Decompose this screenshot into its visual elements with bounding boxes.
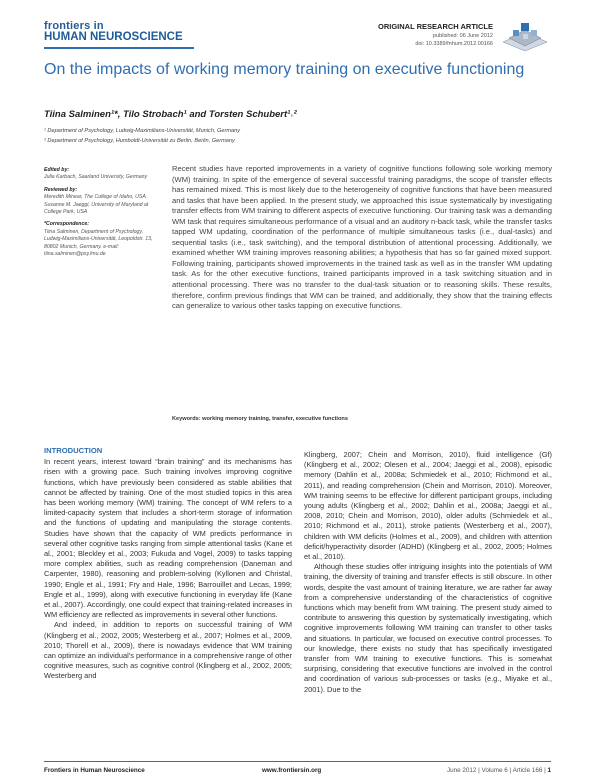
correspondence-label: *Correspondence: bbox=[44, 221, 89, 228]
journal-logo-frontiers: frontiers in bbox=[44, 20, 104, 32]
body-column-left bbox=[44, 446, 292, 682]
article-type: ORIGINAL RESEARCH ARTICLE bbox=[377, 22, 493, 31]
edited-by-label: Edited by: bbox=[44, 167, 70, 173]
reviewer-1: Meredith Minear, The College of Idaho, USA bbox=[44, 194, 146, 201]
doi: doi: 10.3389/fnhum.2012.00166 bbox=[415, 41, 493, 47]
intro-paragraph-2-cont: Klingberg, 2007; Chein and Morrison, 2010), fluid intelligence (Gf) (Klingberg et al., 2002; Olesen et al., 2004; Jaeggi et al., 2008), episodic memory (Dahlin et al., 2008a; Schmiedek et al., 2010; Richmond et al., 2011), and reading comprehension (Chein and Morrison, 2010). Moreover, WM training seems to be effective for different participant groups, including young adults (Klingberg et al., 2002; Dahlin et al., 2008a; Jaeggi et al., 2008, 2010; Chein and Morrison, 2010), older adults (Schmiedek et al., 2010; Richmond et al., 2011), stroke patients (Westerberg et al., 2007), children with WM deficits (Holmes et al., 2009), and children with attention deficit/hyperactivity disorder (ADHD) (Klingberg et al., 2002, 2005; Holmes et al., 2010). bbox=[304, 450, 552, 562]
body-column-right bbox=[304, 450, 552, 695]
correspondence-address: Tiina Salminen, Department of Psychology, Ludwig-Maximilians-Universität, Leopoldstr. 13, 80802 Munich, Germany. e-mail: tiina.salminen@psy.lmu.de bbox=[44, 228, 153, 258]
author-list: Tiina Salminen¹*, Tilo Strobach¹ and Torsten Schubert¹˒² bbox=[44, 109, 297, 120]
intro-paragraph-3: Although these studies offer intriguing insights into the potentials of WM training, the diversity of training and transfer effects is still obscure. In other words, despite the vast amount of training literature, we are rather far away from a comprehensive understanding of the characteristics of cognitive functions which may benefit from WM training. The present study aimed to contribute to answering this question by systematically investigating, which cognitive improvements following WM training can transfer to other tasks and situations. In particular, we focused on executive control processes. To our knowledge, there exists no study that has specifically investigated transfer from WM training to executive functions. This is somewhat surprising, considering that executive functions are involved in the control and coordination of various sub-processes or tasks (e.g., Miyake et al., 2001). Due to the bbox=[304, 562, 552, 694]
editorial-sidebar bbox=[44, 167, 156, 263]
footer-issue-text: June 2012 | Volume 6 | Article 166 | bbox=[447, 767, 546, 774]
reviewed-by-label: Reviewed by: bbox=[44, 186, 78, 193]
page-number: 1 bbox=[547, 767, 551, 774]
footer-rule bbox=[44, 761, 551, 762]
keywords: Keywords: working memory training, transfer, executive functions bbox=[172, 416, 348, 422]
footer-url[interactable]: www.frontiersin.org bbox=[262, 767, 322, 774]
affiliation-1: ¹ Department of Psychology, Ludwig-Maximilians-Universität, Munich, Germany bbox=[44, 128, 241, 134]
affiliation-2: ² Department of Psychology, Humboldt-Universität zu Berlin, Berlin, Germany bbox=[44, 138, 235, 144]
reviewer-2: Susanne M. Jaeggi, University of Maryland at College Park, USA bbox=[44, 201, 149, 216]
abstract: Recent studies have reported improvements in a variety of cognitive functions following sole working memory (WM) training. In spite of the emergence of several successful training paradigms, the scope of transfer effects has remained mixed. This is most likely due to the heterogeneity of cognitive functions that have been measured and tasks that have been applied. In the present study, we approached this issue systematically by investigating transfer effects from WM training to different aspects of executive functioning. Our training task was a demanding WM task that requires simultaneous performance of a visual and an auditory n-back task, while the transfer tasks tapped WM updating, coordination of the performance of multiple simultaneous tasks (i.e., dual-tasks) and sequential tasks (i.e., task switching), and the temporal distribution of attentional processing. Additionally, we examined whether WM training improves reasoning abilities; a hypothesis that has so far gained mixed support. Following training, participants showed improvements in the trained task as well as in the transfer WM updating task. As for the other executive functions, trained participants improved in a task switching situation and in attentional processing. There was no transfer to the dual-task situation or to reasoning skills. These results, therefore, confirm previous findings that WM can be trained, and additionally, they show that the training effects can generalize to various other tasks tapping on executive functions. bbox=[172, 164, 552, 311]
intro-paragraph-2: And indeed, in addition to reports on successful training of WM (Klingberg et al., 2002, 2005; Westerberg et al., 2007; Holmes et al., 2009, 2010; Thorell et al., 2009), there is nowadays evidence that WM training can optimize an individual’s performance in a comprehensive range of other cognitive measures, such as cognitive control (Klingberg et al., 2002, 2005; Westerberg and bbox=[44, 620, 292, 681]
intro-paragraph-1: In recent years, interest toward “brain training” and its mechanisms has risen with a growing pace. Such training involves improving cognitive functions, which have previously been considered as stable abilities that cannot be affected by training. One of the most studied topics in this area has been working memory (WM) training. The concept of WM refers to a limited-capacity system that includes a short-term storage of information and the functions of updating and manipulating the storage contents. Studies have shown that the capacity of WM predicts performance in several other cognitive tasks ranging from simple attentional tasks (Kane et al., 2001; Bleckley et al., 2003; Fukuda and Vogel, 2009) to tasks tapping more complex abilities, such as reading comprehension (Daneman and Carpenter, 1980), reasoning and problem-solving (Kyllonen and Christal, 1990; Engle et al., 1991; Fry and Hale, 1996; Barrouillet and Lecas, 1999; Engle et al., 1999), along with executive functioning in everyday life (Kane et al., 2007). Accordingly, one could expect that training-related increases in WM efficiency are reflected as improvements in several other functions. bbox=[44, 457, 292, 620]
section-heading-introduction: INTRODUCTION bbox=[44, 446, 103, 455]
edited-by: Julia Karbach, Saarland University, Germany bbox=[44, 174, 148, 181]
footer-issue bbox=[447, 767, 551, 774]
journal-header bbox=[44, 20, 551, 52]
journal-cube-icon bbox=[499, 20, 551, 52]
published-date: published: 06 June 2012 bbox=[433, 33, 493, 39]
journal-logo-name: HUMAN NEUROSCIENCE bbox=[44, 31, 183, 43]
article-title: On the impacts of working memory training on executive functioning bbox=[44, 61, 525, 78]
logo-underline bbox=[44, 47, 194, 49]
footer-journal: Frontiers in Human Neuroscience bbox=[44, 767, 145, 774]
